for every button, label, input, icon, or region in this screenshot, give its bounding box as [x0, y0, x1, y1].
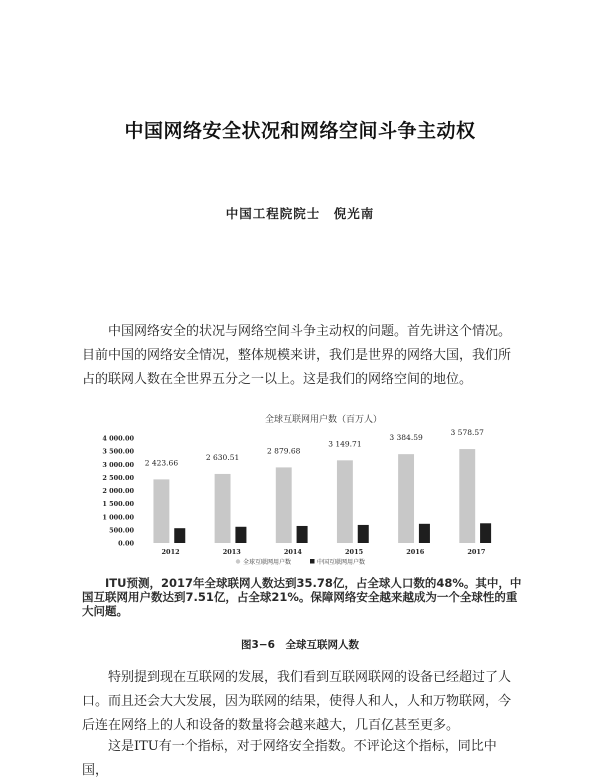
y-tick-label: 1 500.00	[102, 500, 134, 509]
data-label: 2 423.66	[144, 458, 179, 468]
x-tick-label: 2012	[161, 548, 180, 556]
paragraph-itu	[82, 735, 522, 783]
bar-global-users	[153, 479, 169, 543]
chart-caption: ITU预测，2017年全球联网人数达到35.78亿，占全球人口数的48%。其中，中国互联网用户数达到7.51亿，占全球21%。保障网络安全越来越成为一个全球性的重大问题。	[82, 576, 522, 618]
y-tick-label: 1 000.00	[102, 513, 134, 522]
legend-label-china: 中国互联网用户数	[317, 559, 366, 566]
x-tick-label: 2014	[283, 548, 302, 556]
bar-global-users	[459, 449, 475, 543]
bar-china-users	[358, 525, 369, 543]
paragraph-text: 中国网络安全的状况与网络空间斗争主动权的问题。首先讲这个情况。目前中国的网络安全情况，整体规模来讲，我们是世界的网络大国，我们所占的联网人数在全世界五分之一以上。这是我们的网络空间的地位。	[82, 324, 512, 387]
x-tick-label: 2013	[222, 548, 241, 556]
paragraph-intro	[82, 320, 522, 392]
y-tick-label: 4 000.00	[102, 434, 134, 443]
y-tick-label: 0.00	[118, 539, 134, 548]
bar-global-users	[398, 454, 414, 543]
paragraph-text: 特别提到现在互联网的发展，我们看到互联网联网的设备已经超过了人口。而且还会大大发展，因为联网的结果，使得人和人，人和万物联网，今后连在网络上的人和设备的数量将会越来越大，几百亿甚至更多。	[82, 670, 512, 733]
x-tick-label: 2015	[345, 548, 364, 556]
y-tick-label: 3 000.00	[102, 460, 134, 469]
x-tick-label: 2016	[406, 548, 425, 556]
bar-china-users	[235, 527, 246, 543]
bar-global-users	[276, 467, 292, 543]
bar-china-users	[419, 524, 430, 543]
internet-users-bar-chart	[82, 410, 522, 575]
paragraph-text: 这是ITU有一个指标，对于网络安全指数。不评论这个指标，同比中国，	[82, 739, 497, 778]
x-tick-label: 2017	[467, 548, 486, 556]
y-tick-label: 2 500.00	[102, 473, 134, 482]
data-label: 3 384.59	[389, 433, 423, 443]
legend-swatch-china	[310, 559, 315, 564]
bar-china-users	[480, 523, 491, 543]
data-label: 3 578.57	[450, 428, 484, 438]
paragraph-iot	[82, 666, 522, 738]
article-title: 中国网络安全状况和网络空间斗争主动权	[124, 120, 476, 142]
author-line: 中国工程院院士 倪光南	[225, 206, 375, 221]
data-label: 2 630.51	[205, 452, 240, 462]
bar-china-users	[297, 526, 308, 543]
bar-global-users	[215, 474, 231, 543]
data-label: 3 149.71	[328, 439, 362, 449]
data-label: 2 879.68	[267, 446, 301, 456]
y-tick-label: 500.00	[109, 526, 134, 535]
legend-label-global: 全球互联网用户数	[243, 559, 292, 566]
figure-title: 图3−6 全球互联网人数	[241, 639, 359, 651]
bar-china-users	[174, 528, 185, 543]
chart-title: 全球互联网用户数（百万人）	[264, 415, 383, 425]
y-tick-label: 2 000.00	[102, 487, 134, 495]
legend-swatch-global	[236, 559, 240, 563]
bar-global-users	[337, 460, 353, 543]
y-tick-label: 3 500.00	[102, 447, 134, 456]
